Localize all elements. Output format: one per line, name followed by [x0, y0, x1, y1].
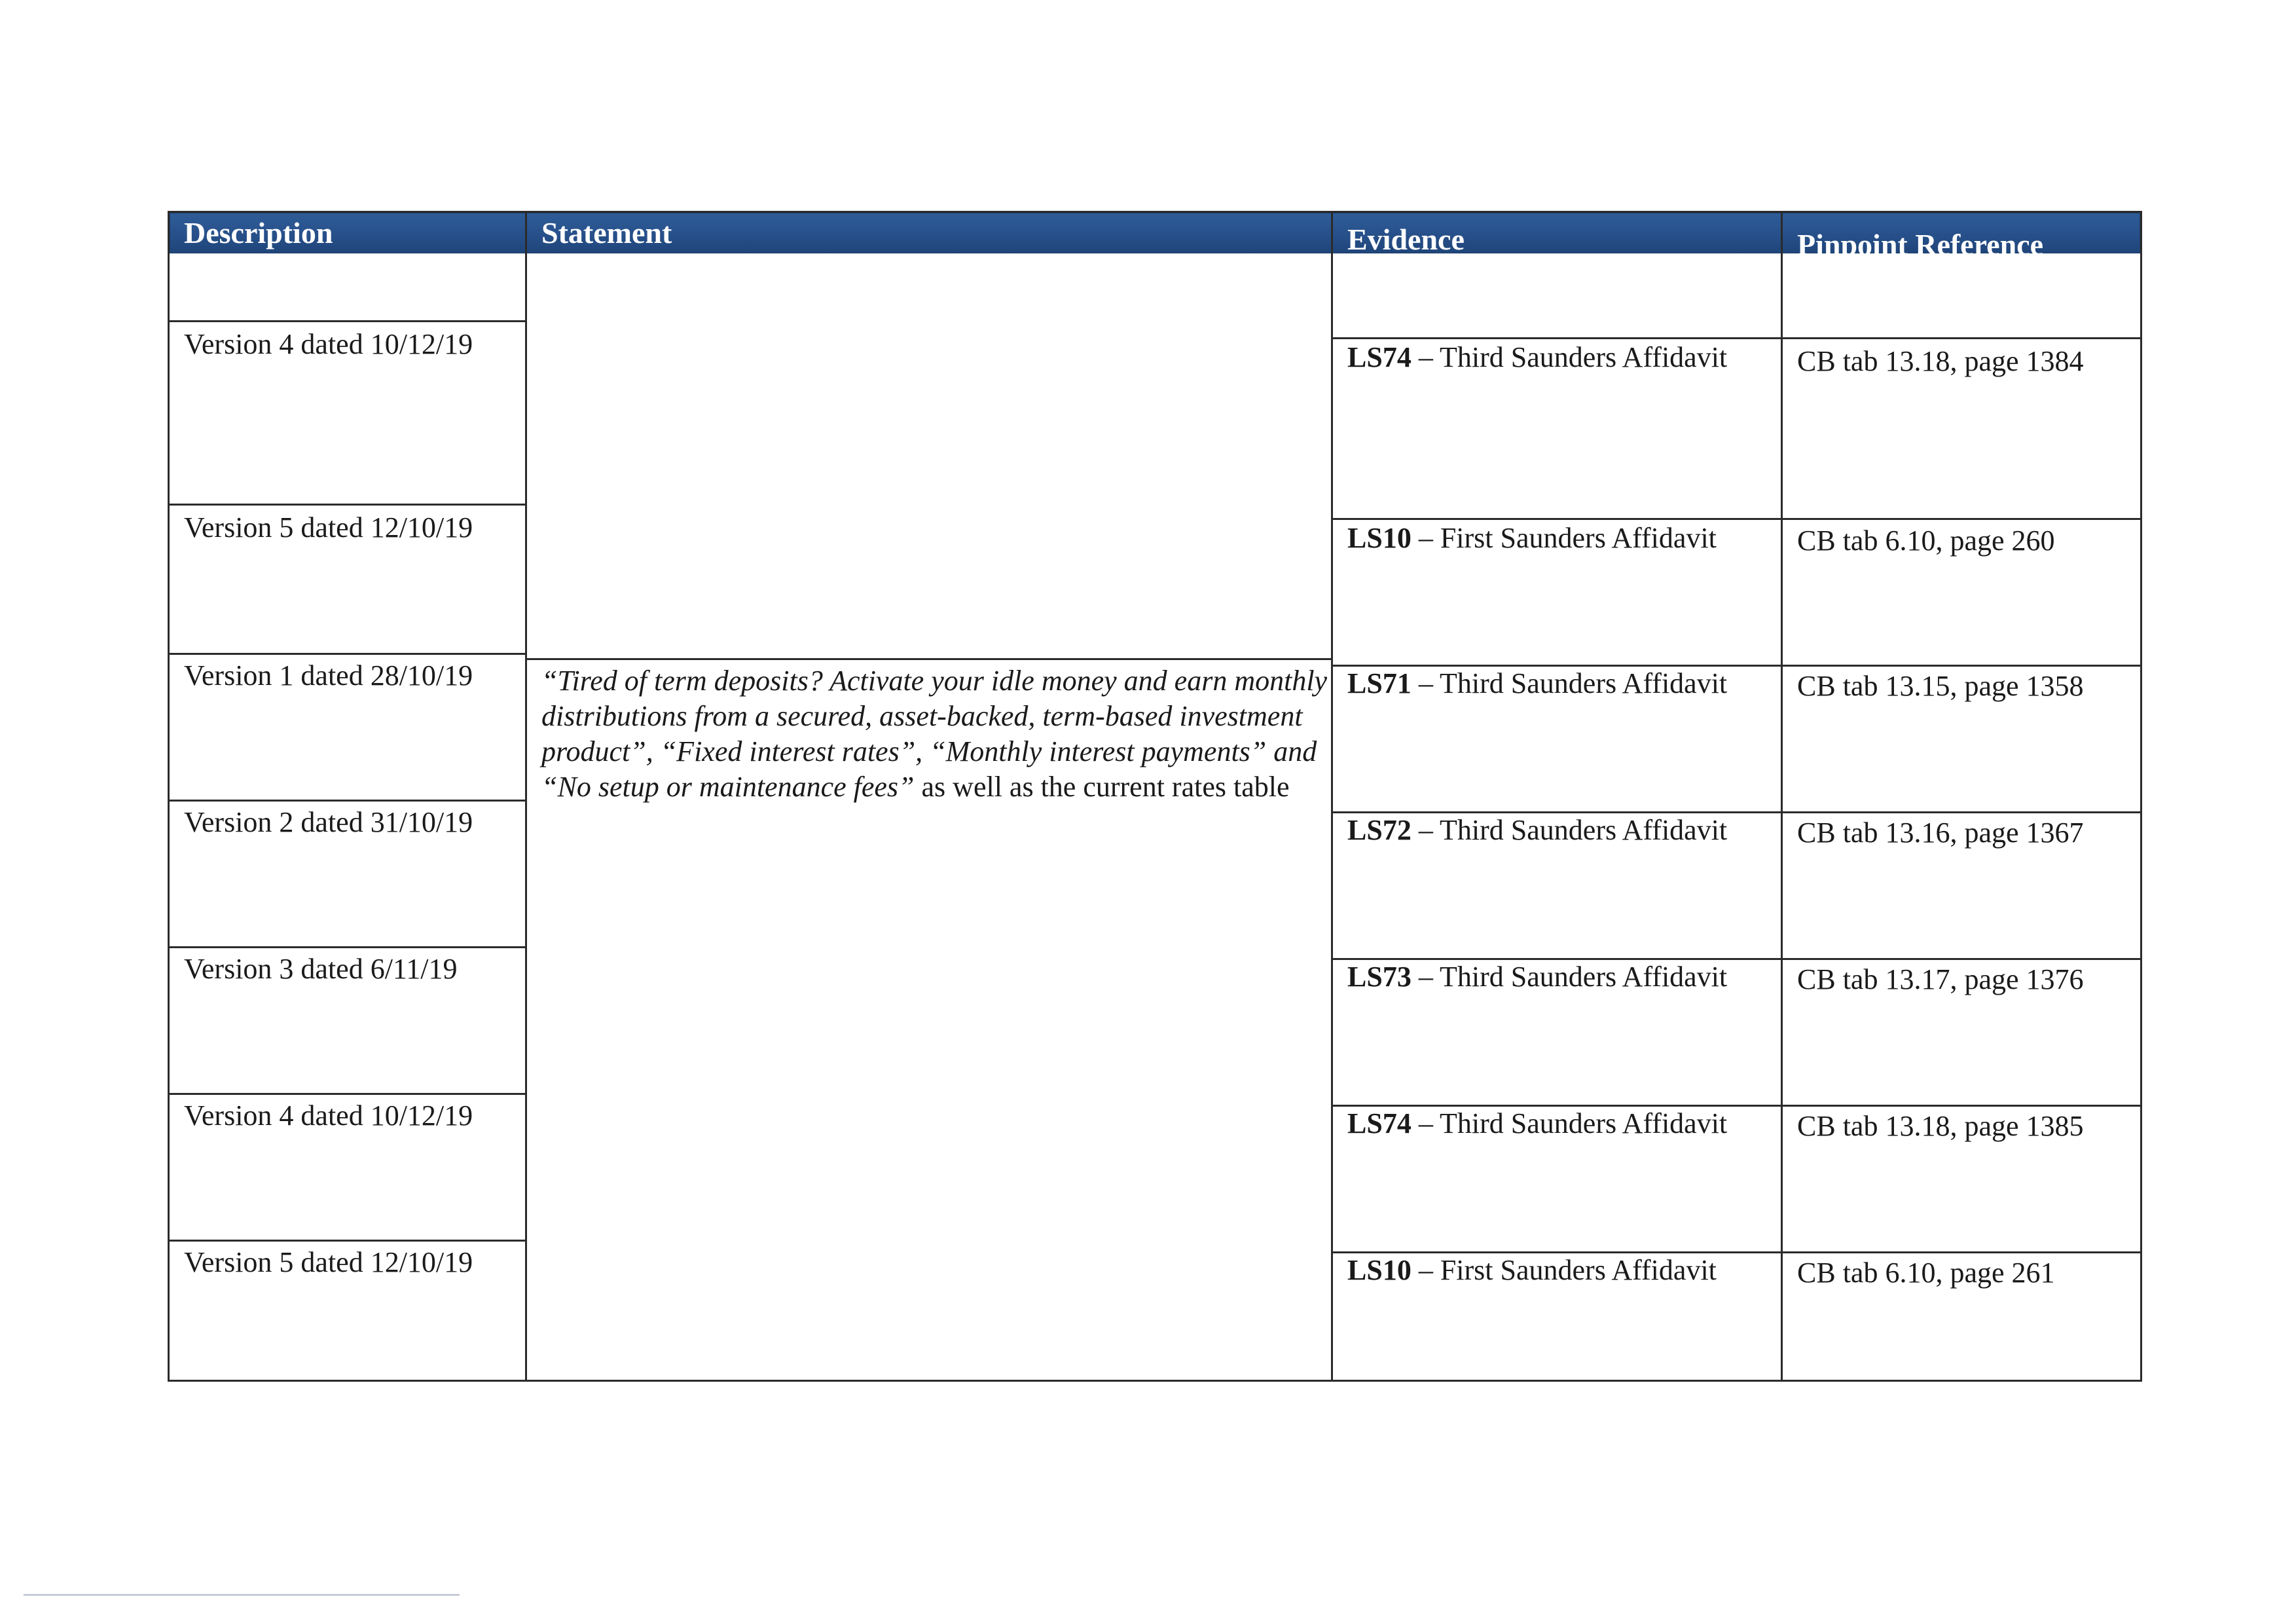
- row-divider: [170, 320, 527, 322]
- column-divider: [1781, 213, 1783, 1380]
- row-divider: [1333, 518, 2140, 520]
- row-divider: [170, 1240, 527, 1242]
- row-divider: [170, 653, 527, 655]
- row-divider: [170, 946, 527, 948]
- evidence-cell: [1333, 813, 1781, 848]
- evidence-code: LS74: [1347, 341, 1412, 373]
- evidence-code: LS10: [1347, 1254, 1412, 1286]
- description-cell: Version 4 dated 10/12/19: [184, 1099, 473, 1132]
- header-pinpoint-reference: Pinpoint Reference: [1797, 228, 2044, 261]
- evidence-code: LS72: [1347, 814, 1412, 846]
- evidence-cell: [1333, 340, 1781, 375]
- statement-quoted-text: “Tired of term deposits? Activate your idle money and earn monthly distributions from a secured, asset-backed, term-based investment product”, “Fixed interest rates”, “Monthly interest payments” and “No setup or maintenance fees”: [541, 665, 1328, 803]
- evidence-text: – Third Saunders Affidavit: [1411, 814, 1728, 846]
- evidence-cell: [1333, 666, 1781, 701]
- evidence-table: [168, 211, 2142, 1382]
- description-cell: Version 3 dated 6/11/19: [184, 953, 458, 985]
- reference-cell: CB tab 6.10, page 260: [1797, 525, 2055, 557]
- reference-cell: CB tab 13.17, page 1376: [1797, 963, 2084, 995]
- row-divider: [1333, 337, 2140, 339]
- header-description: Description: [184, 216, 333, 249]
- statement-cell: [527, 663, 1331, 805]
- evidence-code: LS10: [1347, 522, 1412, 554]
- evidence-text: – Third Saunders Affidavit: [1411, 341, 1728, 373]
- reference-cell: CB tab 6.10, page 261: [1797, 1257, 2055, 1289]
- description-cell: Version 5 dated 12/10/19: [184, 1246, 473, 1278]
- reference-cell: CB tab 13.16, page 1367: [1797, 817, 2084, 849]
- table-header: [170, 213, 2140, 261]
- evidence-text: – Third Saunders Affidavit: [1411, 1107, 1728, 1139]
- evidence-code: LS71: [1347, 667, 1412, 699]
- row-divider: [170, 504, 527, 506]
- evidence-cell: [1333, 1253, 1781, 1288]
- reference-cell: CB tab 13.15, page 1358: [1797, 670, 2084, 702]
- row-divider: [170, 1093, 527, 1095]
- evidence-text: – First Saunders Affidavit: [1411, 1254, 1717, 1286]
- evidence-text: – First Saunders Affidavit: [1411, 522, 1717, 554]
- evidence-code: LS73: [1347, 961, 1412, 993]
- row-divider: [527, 658, 1333, 660]
- header-statement: Statement: [541, 216, 672, 249]
- description-cell: Version 2 dated 31/10/19: [184, 806, 473, 838]
- evidence-text: – Third Saunders Affidavit: [1411, 667, 1728, 699]
- header-evidence: Evidence: [1347, 223, 1465, 256]
- evidence-cell: [1333, 521, 1781, 556]
- description-cell: Version 4 dated 10/12/19: [184, 328, 473, 360]
- reference-cell: CB tab 13.18, page 1385: [1797, 1110, 2084, 1142]
- reference-cell: CB tab 13.18, page 1384: [1797, 345, 2084, 377]
- footer-rule: [24, 1594, 460, 1596]
- evidence-cell: [1333, 959, 1781, 995]
- statement-plain-text: as well as the current rates table: [914, 771, 1290, 803]
- evidence-cell: [1333, 1106, 1781, 1141]
- evidence-text: – Third Saunders Affidavit: [1411, 961, 1728, 993]
- row-divider: [170, 800, 527, 802]
- description-cell: Version 5 dated 12/10/19: [184, 511, 473, 544]
- column-divider: [1331, 213, 1333, 1380]
- evidence-code: LS74: [1347, 1107, 1412, 1139]
- description-cell: Version 1 dated 28/10/19: [184, 659, 473, 692]
